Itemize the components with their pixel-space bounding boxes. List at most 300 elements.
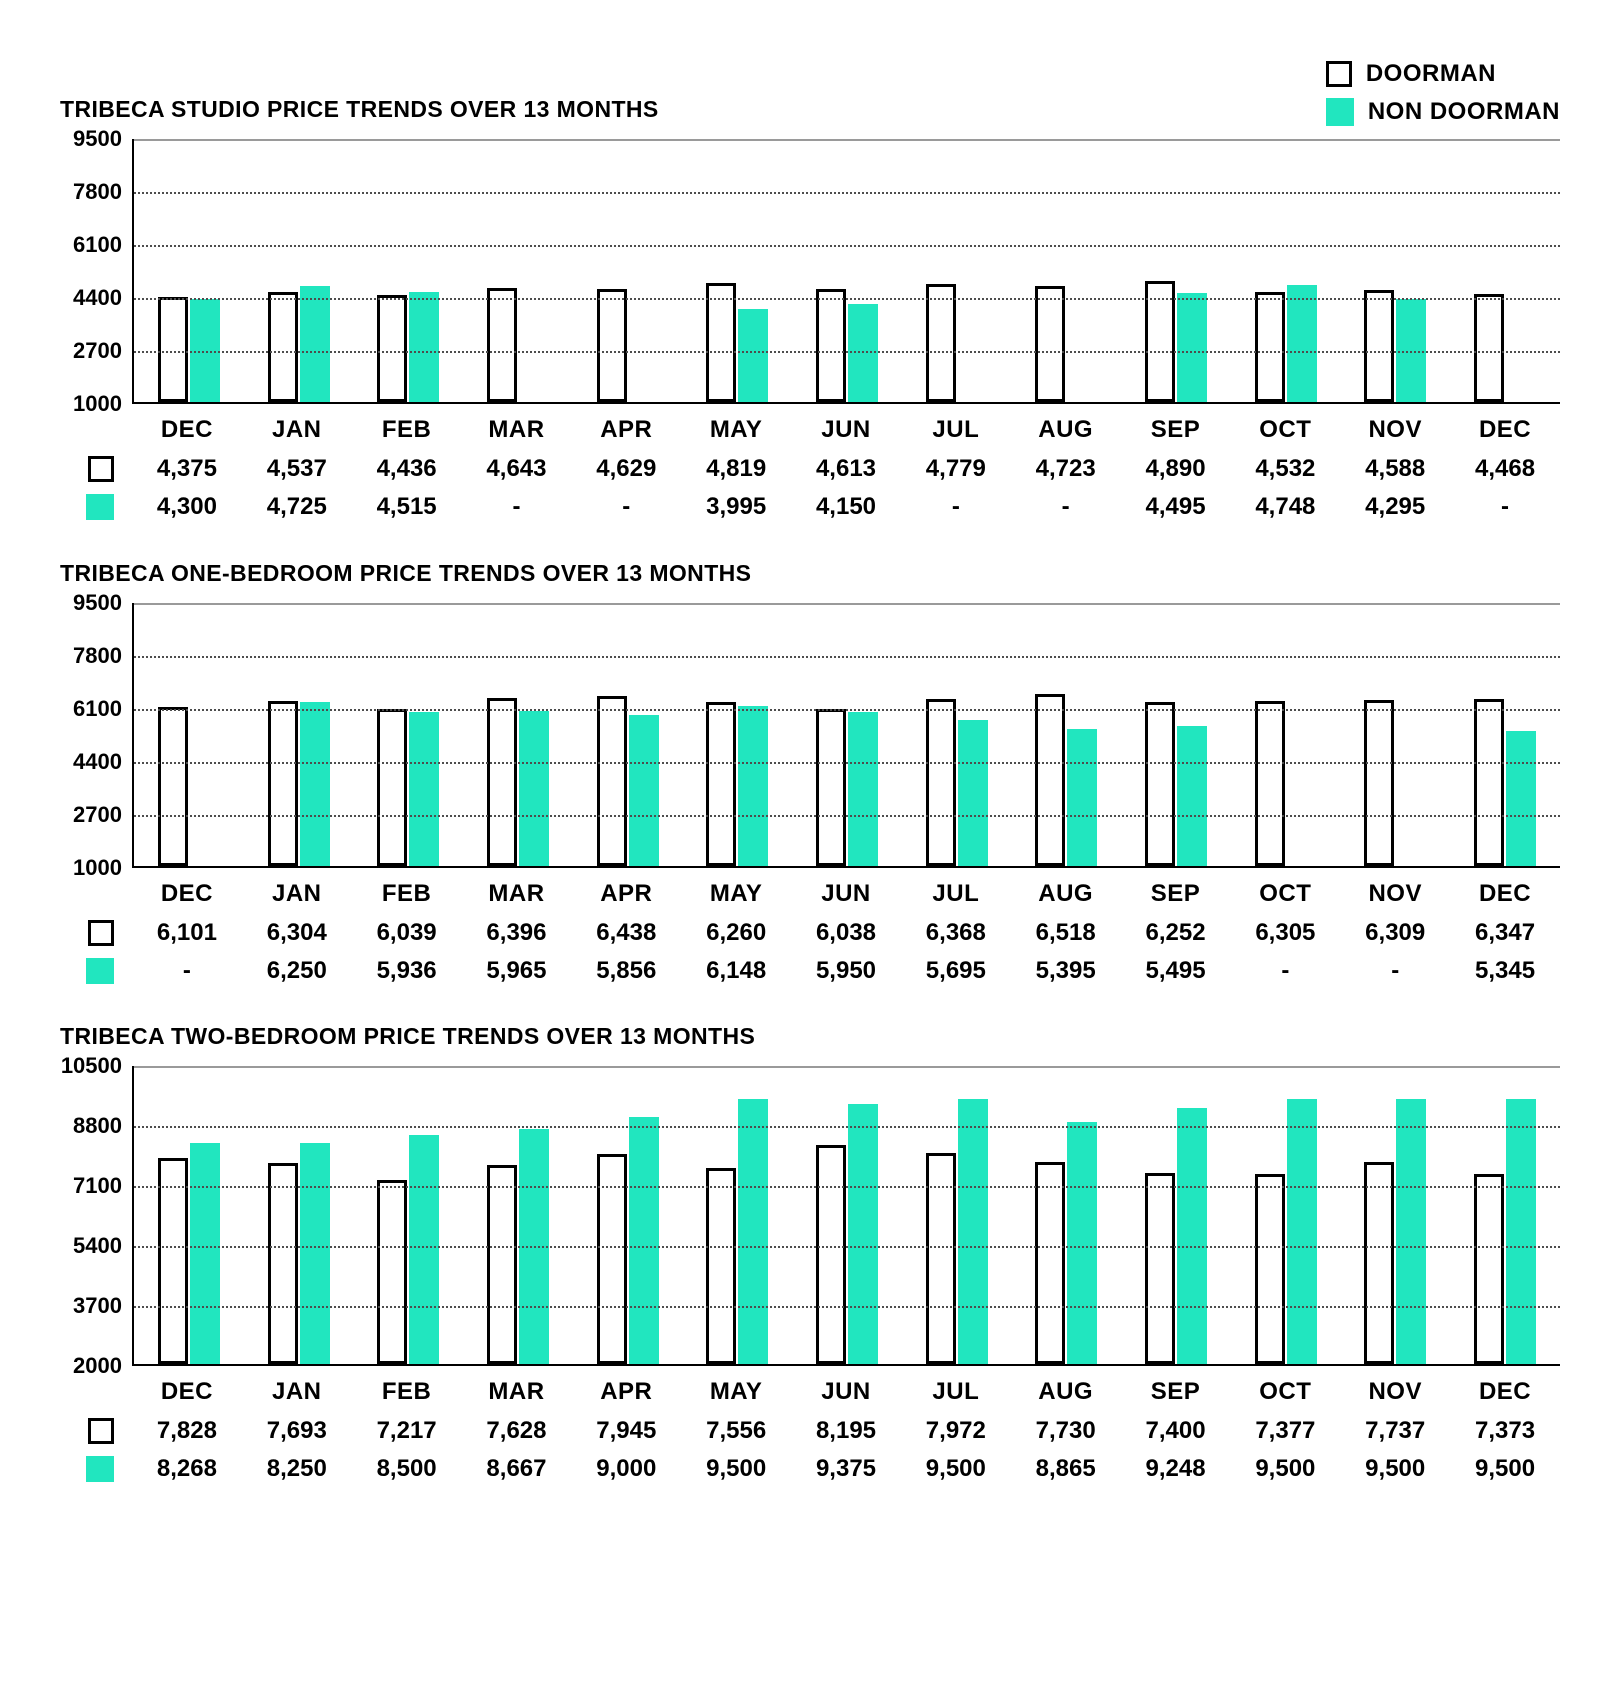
- chart-studio-table-column: [571, 410, 681, 526]
- chart-one-bedroom-table-column: [571, 874, 681, 990]
- chart-studio-table-column: [462, 410, 572, 526]
- chart-one-bedroom-month-label: AUG: [1038, 880, 1094, 907]
- chart-studio-data-table: [40, 410, 1560, 526]
- chart-two-bedroom-y-tick: 8800: [73, 1113, 122, 1138]
- chart-one-bedroom-bar-doorman: [816, 709, 846, 866]
- chart-studio-bar-non-doorman: [409, 292, 439, 402]
- chart-two-bedroom-bar-group: [573, 1066, 683, 1364]
- chart-one-bedroom-table-column: [681, 874, 791, 990]
- filled-square-icon: [86, 1456, 114, 1482]
- chart-two-bedroom-month-label: AUG: [1038, 1378, 1094, 1405]
- chart-one-bedroom-value-doorman: 6,260: [706, 919, 767, 946]
- chart-one-bedroom-gridline: [134, 815, 1560, 817]
- chart-two-bedroom: [40, 1023, 1560, 1488]
- chart-studio-table-column: [132, 410, 242, 526]
- chart-studio-table-key: [40, 410, 132, 526]
- chart-one-bedroom-month-label: APR: [600, 880, 653, 907]
- chart-one-bedroom-plot: [132, 603, 1560, 868]
- chart-one-bedroom-bar-group: [134, 603, 244, 866]
- outline-square-icon: [1326, 61, 1352, 87]
- chart-two-bedroom-bar-doorman: [1474, 1174, 1504, 1364]
- chart-one-bedroom-value-non-doorman: 6,250: [266, 957, 327, 984]
- chart-one-bedroom-table-column: [462, 874, 572, 990]
- chart-two-bedroom-bar-group: [1450, 1066, 1560, 1364]
- chart-studio-gridline: [134, 192, 1560, 194]
- chart-studio-table-column: [1121, 410, 1231, 526]
- chart-two-bedroom-month-label: OCT: [1259, 1378, 1312, 1405]
- chart-one-bedroom-value-non-doorman: -: [1391, 957, 1400, 984]
- chart-two-bedroom-month-label: MAY: [709, 1378, 763, 1405]
- chart-one-bedroom-value-doorman: 6,438: [596, 919, 657, 946]
- table-key-non-doorman: [40, 1450, 132, 1488]
- chart-one-bedroom-month-label: DEC: [1478, 880, 1532, 907]
- chart-two-bedroom-bar-group: [1121, 1066, 1231, 1364]
- chart-one-bedroom-value-doorman: 6,101: [156, 919, 217, 946]
- chart-one-bedroom-bar-non-doorman: [958, 720, 988, 866]
- chart-two-bedroom-data-table: [40, 1372, 1560, 1488]
- chart-one-bedroom-month-label: OCT: [1259, 880, 1312, 907]
- chart-studio-value-doorman: 4,779: [925, 455, 986, 482]
- chart-studio-bar-doorman: [1474, 294, 1504, 402]
- chart-one-bedroom-data-table: [40, 874, 1560, 990]
- chart-studio-month-label: NOV: [1368, 416, 1422, 443]
- chart-one-bedroom-value-non-doorman: 5,345: [1475, 957, 1536, 984]
- chart-studio-value-doorman: 4,613: [815, 455, 877, 482]
- chart-two-bedroom-month-label: FEB: [381, 1378, 432, 1405]
- chart-studio-value-non-doorman: 4,748: [1255, 493, 1316, 520]
- chart-two-bedroom-value-non-doorman: 9,500: [1255, 1455, 1316, 1482]
- chart-two-bedroom-plot-wrap: [40, 1053, 1560, 1378]
- chart-studio-bar-non-doorman: [1287, 285, 1317, 402]
- chart-one-bedroom-bar-group: [573, 603, 683, 866]
- chart-two-bedroom-table-column: [1121, 1372, 1231, 1488]
- chart-studio-bar-group: [353, 139, 463, 402]
- chart-two-bedroom-value-non-doorman: 8,268: [156, 1455, 217, 1482]
- chart-two-bedroom-bar-non-doorman: [848, 1104, 878, 1364]
- chart-one-bedroom-value-non-doorman: 5,936: [376, 957, 437, 984]
- chart-one-bedroom-plot-wrap: [40, 590, 1560, 880]
- chart-two-bedroom-value-non-doorman: 8,865: [1035, 1455, 1096, 1482]
- chart-one-bedroom-month-label: FEB: [381, 880, 432, 907]
- chart-studio-y-tick: 2700: [73, 338, 122, 363]
- chart-two-bedroom-month-label: JUN: [821, 1378, 871, 1405]
- outline-square-icon: [88, 1418, 114, 1444]
- chart-two-bedroom-bar-non-doorman: [300, 1143, 330, 1364]
- chart-studio-bar-doorman: [158, 297, 188, 402]
- chart-one-bedroom-value-doorman: 6,305: [1255, 919, 1316, 946]
- chart-two-bedroom-bar-group: [353, 1066, 463, 1364]
- legend-item-doorman: [1326, 60, 1560, 88]
- chart-one-bedroom-bar-non-doorman: [738, 706, 768, 866]
- chart-studio-month-label: JUL: [932, 416, 980, 443]
- chart-two-bedroom-table-column: [1450, 1372, 1560, 1488]
- chart-studio-value-non-doorman: 4,295: [1365, 493, 1426, 520]
- chart-one-bedroom: [40, 560, 1560, 990]
- chart-studio-value-doorman: 4,643: [486, 455, 547, 482]
- chart-two-bedroom-bar-group: [792, 1066, 902, 1364]
- chart-studio-plot: [132, 139, 1560, 404]
- chart-two-bedroom-table-cols: [132, 1372, 1560, 1488]
- chart-two-bedroom-table-column: [571, 1372, 681, 1488]
- chart-studio-value-non-doorman: -: [1501, 493, 1510, 520]
- chart-two-bedroom-month-label: APR: [600, 1378, 653, 1405]
- chart-one-bedroom-value-non-doorman: 5,395: [1035, 957, 1096, 984]
- chart-two-bedroom-table-column: [901, 1372, 1011, 1488]
- chart-studio-bar-doorman: [268, 292, 298, 402]
- chart-two-bedroom-table-key: [40, 1372, 132, 1488]
- chart-studio-bar-non-doorman: [1177, 293, 1207, 402]
- chart-two-bedroom-table-column: [1011, 1372, 1121, 1488]
- chart-studio-value-non-doorman: 4,515: [376, 493, 437, 520]
- chart-studio-bar-group: [463, 139, 573, 402]
- chart-two-bedroom-month-label: DEC: [160, 1378, 213, 1405]
- chart-one-bedroom-bar-group: [792, 603, 902, 866]
- chart-two-bedroom-table-column: [791, 1372, 901, 1488]
- chart-studio-gridline: [134, 139, 1560, 141]
- chart-two-bedroom-value-non-doorman: 9,248: [1145, 1455, 1206, 1482]
- chart-studio-plot-wrap: [40, 126, 1560, 416]
- chart-two-bedroom-table-column: [462, 1372, 572, 1488]
- chart-two-bedroom-bar-group: [902, 1066, 1012, 1364]
- chart-studio-value-non-doorman: 4,495: [1145, 493, 1206, 520]
- chart-one-bedroom-value-non-doorman: 6,148: [706, 957, 767, 984]
- chart-two-bedroom-value-non-doorman: 9,500: [1365, 1455, 1426, 1482]
- chart-studio-bar-group: [134, 139, 244, 402]
- chart-studio-month-label: APR: [600, 416, 653, 443]
- chart-two-bedroom-month-label: MAR: [488, 1378, 545, 1405]
- chart-two-bedroom-bar-non-doorman: [1506, 1099, 1536, 1364]
- chart-two-bedroom-bar-group: [134, 1066, 244, 1364]
- chart-studio-bar-non-doorman: [300, 286, 330, 402]
- chart-studio-value-non-doorman: 4,725: [266, 493, 327, 520]
- chart-two-bedroom-table-column: [1340, 1372, 1450, 1488]
- table-key-non-doorman: [40, 952, 132, 990]
- chart-studio-table-column: [1011, 410, 1121, 526]
- chart-studio-value-non-doorman: -: [1061, 493, 1070, 520]
- chart-one-bedroom-value-doorman: 6,518: [1035, 919, 1096, 946]
- chart-two-bedroom-value-doorman: 7,377: [1255, 1417, 1316, 1444]
- chart-two-bedroom-bar-doorman: [816, 1145, 846, 1364]
- chart-studio-bar-group: [902, 139, 1012, 402]
- chart-studio-value-non-doorman: 4,300: [156, 493, 217, 520]
- chart-two-bedroom-value-doorman: 7,737: [1365, 1417, 1426, 1444]
- chart-one-bedroom-bars: [134, 603, 1560, 866]
- chart-one-bedroom-bar-non-doorman: [409, 712, 439, 866]
- chart-two-bedroom-bar-group: [1341, 1066, 1451, 1364]
- chart-studio-value-doorman: 4,819: [706, 455, 767, 482]
- chart-two-bedroom-bar-doorman: [1035, 1162, 1065, 1364]
- chart-studio-table-column: [901, 410, 1011, 526]
- chart-one-bedroom-table-column: [1011, 874, 1121, 990]
- chart-one-bedroom-month-label: JAN: [272, 880, 322, 907]
- chart-one-bedroom-month-label: MAR: [488, 880, 545, 907]
- chart-one-bedroom-value-doorman: 6,347: [1475, 919, 1536, 946]
- chart-two-bedroom-value-doorman: 7,556: [706, 1417, 767, 1444]
- chart-one-bedroom-value-non-doorman: -: [182, 957, 191, 984]
- chart-studio-month-label: JAN: [272, 416, 322, 443]
- chart-two-bedroom-y-tick: 2000: [73, 1353, 122, 1378]
- chart-one-bedroom-bar-group: [353, 603, 463, 866]
- chart-one-bedroom-bar-doorman: [926, 699, 956, 866]
- chart-one-bedroom-bar-non-doorman: [300, 702, 330, 866]
- chart-studio-value-non-doorman: -: [512, 493, 521, 520]
- chart-one-bedroom-table-column: [1450, 874, 1560, 990]
- chart-one-bedroom-value-doorman: 6,368: [925, 919, 986, 946]
- chart-one-bedroom-month-label: MAY: [709, 880, 763, 907]
- chart-one-bedroom-bar-group: [1450, 603, 1560, 866]
- chart-two-bedroom-month-label: JAN: [272, 1378, 322, 1405]
- chart-studio-value-doorman: 4,890: [1145, 455, 1206, 482]
- chart-one-bedroom-value-doorman: 6,309: [1365, 919, 1426, 946]
- table-key-doorman: [40, 914, 132, 952]
- chart-one-bedroom-value-doorman: 6,304: [266, 919, 327, 946]
- chart-studio-gridline: [134, 351, 1560, 353]
- chart-two-bedroom-bar-doorman: [706, 1168, 736, 1364]
- chart-one-bedroom-table-column: [1340, 874, 1450, 990]
- chart-two-bedroom-bar-non-doorman: [1396, 1099, 1426, 1364]
- chart-studio-y-tick: 4400: [73, 285, 122, 310]
- chart-two-bedroom-y-axis: [40, 1053, 132, 1378]
- chart-studio-bar-group: [792, 139, 902, 402]
- chart-one-bedroom-bar-group: [902, 603, 1012, 866]
- chart-studio-bar-group: [1341, 139, 1451, 402]
- chart-two-bedroom-value-doorman: 7,693: [266, 1417, 327, 1444]
- chart-one-bedroom-bar-non-doorman: [1067, 729, 1097, 866]
- chart-one-bedroom-bar-doorman: [158, 707, 188, 866]
- chart-one-bedroom-table-cols: [132, 874, 1560, 990]
- chart-studio-month-label: JUN: [821, 416, 871, 443]
- chart-one-bedroom-bar-doorman: [597, 696, 627, 866]
- chart-two-bedroom-bar-non-doorman: [1287, 1099, 1317, 1364]
- chart-two-bedroom-gridline: [134, 1306, 1560, 1308]
- chart-studio-table-column: [681, 410, 791, 526]
- chart-two-bedroom-value-non-doorman: 9,375: [815, 1455, 877, 1482]
- chart-one-bedroom-value-doorman: 6,396: [486, 919, 547, 946]
- chart-one-bedroom-y-tick: 2700: [73, 802, 122, 827]
- chart-two-bedroom-bar-non-doorman: [409, 1135, 439, 1364]
- chart-one-bedroom-gridline: [134, 603, 1560, 605]
- chart-studio-bar-doorman: [1035, 286, 1065, 402]
- chart-studio-bar-group: [244, 139, 354, 402]
- chart-studio-table-column: [1230, 410, 1340, 526]
- chart-one-bedroom-y-tick: 6100: [73, 696, 122, 721]
- chart-studio-value-doorman: 4,468: [1475, 455, 1536, 482]
- chart-studio-value-doorman: 4,532: [1255, 455, 1316, 482]
- table-key-non-doorman: [40, 488, 132, 526]
- chart-one-bedroom-bar-doorman: [706, 702, 736, 866]
- chart-one-bedroom-bar-doorman: [1145, 702, 1175, 866]
- chart-one-bedroom-table-column: [1121, 874, 1231, 990]
- chart-studio-value-non-doorman: 3,995: [706, 493, 767, 520]
- chart-one-bedroom-bar-non-doorman: [629, 715, 659, 866]
- chart-two-bedroom-value-doorman: 7,828: [156, 1417, 217, 1444]
- chart-studio-title: TRIBECA STUDIO PRICE TRENDS OVER 13 MONTHS: [60, 96, 659, 122]
- chart-studio-gridline: [134, 298, 1560, 300]
- chart-two-bedroom-bar-doorman: [377, 1180, 407, 1364]
- chart-two-bedroom-bar-doorman: [926, 1153, 956, 1364]
- chart-two-bedroom-table-column: [132, 1372, 242, 1488]
- chart-two-bedroom-gridline: [134, 1246, 1560, 1248]
- chart-studio-bar-doorman: [816, 289, 846, 402]
- chart-one-bedroom-value-non-doorman: 5,856: [596, 957, 657, 984]
- chart-one-bedroom-bar-non-doorman: [519, 711, 549, 866]
- chart-one-bedroom-table-column: [901, 874, 1011, 990]
- chart-two-bedroom-y-tick: 7100: [73, 1173, 122, 1198]
- chart-one-bedroom-y-tick: 4400: [73, 749, 122, 774]
- chart-studio-value-non-doorman: -: [622, 493, 631, 520]
- chart-two-bedroom-bar-non-doorman: [1067, 1122, 1097, 1364]
- chart-studio-bar-doorman: [1364, 290, 1394, 402]
- chart-one-bedroom-value-non-doorman: 5,965: [486, 957, 547, 984]
- chart-two-bedroom-bar-doorman: [268, 1163, 298, 1364]
- chart-two-bedroom-value-doorman: 7,730: [1035, 1417, 1096, 1444]
- chart-one-bedroom-value-non-doorman: 5,495: [1145, 957, 1206, 984]
- chart-one-bedroom-table-key: [40, 874, 132, 990]
- chart-one-bedroom-title: TRIBECA ONE-BEDROOM PRICE TRENDS OVER 13 MONTHS: [60, 560, 752, 586]
- chart-studio-y-axis: [40, 126, 132, 416]
- chart-one-bedroom-bar-group: [1012, 603, 1122, 866]
- chart-one-bedroom-y-tick: 1000: [73, 855, 122, 880]
- chart-one-bedroom-table-column: [242, 874, 352, 990]
- chart-two-bedroom-value-non-doorman: 9,000: [596, 1455, 657, 1482]
- chart-two-bedroom-value-doorman: 7,217: [376, 1417, 437, 1444]
- table-key-doorman: [40, 450, 132, 488]
- chart-one-bedroom-y-axis: [40, 590, 132, 880]
- chart-two-bedroom-bar-doorman: [1145, 1173, 1175, 1364]
- chart-studio-y-tick: 6100: [73, 232, 122, 257]
- chart-two-bedroom-month-label: NOV: [1368, 1378, 1422, 1405]
- chart-one-bedroom-month-label: SEP: [1150, 880, 1201, 907]
- chart-one-bedroom-value-non-doorman: 5,950: [815, 957, 877, 984]
- chart-two-bedroom-bar-doorman: [487, 1165, 517, 1364]
- chart-two-bedroom-month-label: SEP: [1150, 1378, 1201, 1405]
- chart-two-bedroom-bar-doorman: [158, 1158, 188, 1364]
- chart-studio-bar-group: [573, 139, 683, 402]
- chart-studio-month-label: FEB: [381, 416, 432, 443]
- chart-one-bedroom-bar-non-doorman: [1177, 726, 1207, 866]
- chart-one-bedroom-bar-doorman: [1255, 701, 1285, 866]
- chart-studio-value-doorman: 4,537: [266, 455, 327, 482]
- chart-two-bedroom-gridline: [134, 1066, 1560, 1068]
- chart-two-bedroom-table-column: [1230, 1372, 1340, 1488]
- chart-one-bedroom-gridline: [134, 762, 1560, 764]
- chart-two-bedroom-table-column: [242, 1372, 352, 1488]
- chart-studio-table-column: [242, 410, 352, 526]
- legend-label-doorman: DOORMAN: [1365, 60, 1496, 87]
- chart-studio-bar-doorman: [597, 289, 627, 402]
- chart-one-bedroom-bar-doorman: [268, 701, 298, 866]
- chart-one-bedroom-y-tick: 7800: [73, 643, 122, 668]
- chart-studio: [40, 96, 1560, 526]
- chart-studio-bar-doorman: [487, 288, 517, 402]
- chart-two-bedroom-title: TRIBECA TWO-BEDROOM PRICE TRENDS OVER 13 MONTHS: [60, 1023, 756, 1049]
- chart-two-bedroom-month-label: DEC: [1478, 1378, 1532, 1405]
- chart-studio-bar-group: [1012, 139, 1122, 402]
- chart-two-bedroom-bar-group: [1012, 1066, 1122, 1364]
- chart-two-bedroom-value-doorman: 7,373: [1475, 1417, 1536, 1444]
- chart-studio-month-label: DEC: [1478, 416, 1532, 443]
- chart-studio-month-label: MAY: [709, 416, 763, 443]
- chart-studio-month-label: AUG: [1038, 416, 1094, 443]
- chart-two-bedroom-bar-group: [1231, 1066, 1341, 1364]
- chart-studio-bar-non-doorman: [738, 309, 768, 402]
- chart-studio-bar-group: [1121, 139, 1231, 402]
- chart-two-bedroom-bar-non-doorman: [958, 1099, 988, 1364]
- chart-studio-value-doorman: 4,723: [1035, 455, 1096, 482]
- chart-one-bedroom-value-doorman: 6,252: [1145, 919, 1206, 946]
- chart-one-bedroom-month-label: JUL: [932, 880, 980, 907]
- chart-one-bedroom-y-tick: 9500: [73, 590, 122, 615]
- chart-one-bedroom-bar-group: [1231, 603, 1341, 866]
- chart-one-bedroom-bar-doorman: [1035, 694, 1065, 866]
- chart-two-bedroom-value-non-doorman: 8,500: [376, 1455, 437, 1482]
- filled-square-icon: [86, 494, 114, 520]
- chart-two-bedroom-value-non-doorman: 9,500: [1475, 1455, 1536, 1482]
- chart-studio-value-non-doorman: -: [951, 493, 960, 520]
- chart-studio-bar-doorman: [1255, 292, 1285, 402]
- chart-two-bedroom-y-tick: 3700: [73, 1293, 122, 1318]
- chart-two-bedroom-table-column: [352, 1372, 462, 1488]
- chart-studio-bars: [134, 139, 1560, 402]
- chart-one-bedroom-bar-doorman: [1364, 700, 1394, 866]
- chart-studio-value-doorman: 4,436: [376, 455, 437, 482]
- chart-studio-bar-group: [1450, 139, 1560, 402]
- chart-studio-y-tick: 7800: [73, 179, 122, 204]
- chart-studio-value-doorman: 4,588: [1365, 455, 1426, 482]
- chart-studio-month-label: SEP: [1150, 416, 1201, 443]
- chart-studio-month-label: OCT: [1259, 416, 1312, 443]
- chart-studio-table-column: [1450, 410, 1560, 526]
- chart-studio-value-doorman: 4,629: [596, 455, 657, 482]
- legend-label-non-doorman: NON DOORMAN: [1367, 98, 1560, 125]
- chart-studio-bar-group: [682, 139, 792, 402]
- chart-one-bedroom-value-doorman: 6,038: [815, 919, 877, 946]
- chart-two-bedroom-bar-doorman: [1364, 1162, 1394, 1364]
- chart-studio-bar-group: [1231, 139, 1341, 402]
- outline-square-icon: [88, 456, 114, 482]
- chart-two-bedroom-bar-non-doorman: [1177, 1108, 1207, 1364]
- chart-one-bedroom-bar-non-doorman: [1506, 731, 1536, 866]
- chart-two-bedroom-bar-group: [244, 1066, 354, 1364]
- chart-one-bedroom-table-column: [1230, 874, 1340, 990]
- chart-two-bedroom-value-doorman: 8,195: [815, 1417, 877, 1444]
- chart-one-bedroom-bar-group: [1121, 603, 1231, 866]
- chart-one-bedroom-bar-doorman: [377, 709, 407, 866]
- chart-one-bedroom-month-label: NOV: [1368, 880, 1422, 907]
- chart-studio-value-non-doorman: 4,150: [815, 493, 877, 520]
- chart-studio-month-label: MAR: [488, 416, 545, 443]
- chart-two-bedroom-bars: [134, 1066, 1560, 1364]
- chart-one-bedroom-month-label: JUN: [821, 880, 871, 907]
- chart-studio-bar-doorman: [706, 283, 736, 402]
- chart-two-bedroom-bar-doorman: [1255, 1174, 1285, 1364]
- chart-two-bedroom-value-doorman: 7,945: [596, 1417, 657, 1444]
- chart-two-bedroom-month-label: JUL: [932, 1378, 980, 1405]
- table-key-doorman: [40, 1412, 132, 1450]
- chart-two-bedroom-table-column: [681, 1372, 791, 1488]
- chart-one-bedroom-bar-group: [682, 603, 792, 866]
- chart-two-bedroom-plot: [132, 1066, 1560, 1366]
- chart-one-bedroom-bar-non-doorman: [848, 712, 878, 866]
- chart-one-bedroom-month-label: DEC: [160, 880, 213, 907]
- chart-two-bedroom-value-non-doorman: 8,667: [486, 1455, 547, 1482]
- chart-two-bedroom-value-non-doorman: 9,500: [706, 1455, 767, 1482]
- chart-studio-table-column: [352, 410, 462, 526]
- chart-two-bedroom-gridline: [134, 1126, 1560, 1128]
- chart-studio-table-column: [1340, 410, 1450, 526]
- chart-two-bedroom-bar-non-doorman: [190, 1143, 220, 1364]
- chart-one-bedroom-table-column: [352, 874, 462, 990]
